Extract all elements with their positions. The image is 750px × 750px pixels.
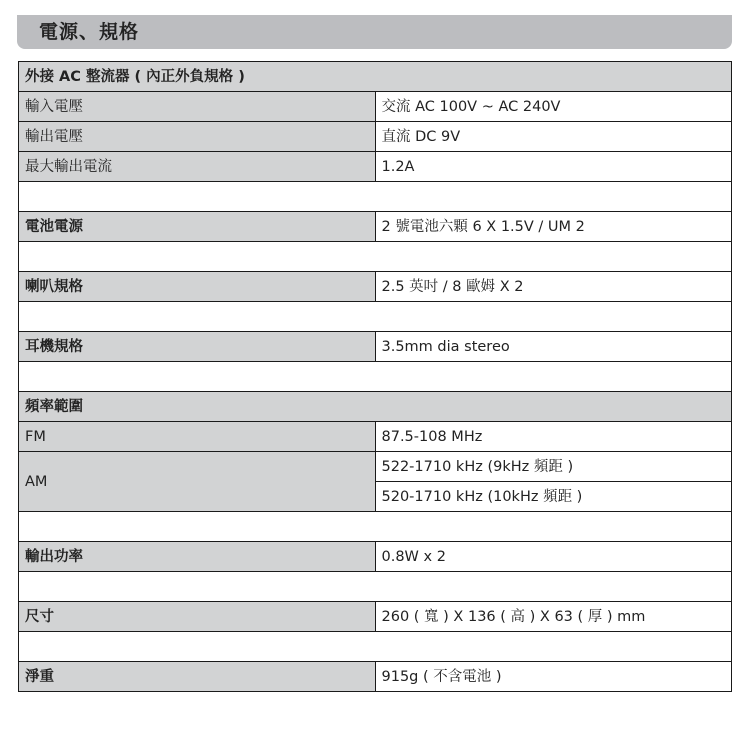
spacer-cell [19,242,732,272]
spec-label: AM [19,452,376,512]
spacer-row [19,632,732,662]
spec-label: 最大輸出電流 [19,152,376,182]
spec-value: 直流 DC 9V [375,122,732,152]
spacer-row [19,302,732,332]
spacer-cell [19,632,732,662]
table-row [19,422,732,452]
spec-value: 915g ( 不含電池 ) [375,662,732,692]
table-row [19,152,732,182]
spacer-cell [19,302,732,332]
table-row-group-ac-adapter [19,62,732,92]
spec-label: 電池電源 [19,212,376,242]
section-title: 電源、規格 [39,21,140,43]
table-row [19,122,732,152]
table-row [19,542,732,572]
table-row [19,92,732,122]
table-row [19,452,732,482]
table-row [19,602,732,632]
group-heading: 頻率範圍 [19,392,732,422]
section-header-bar [17,15,732,49]
spacer-cell [19,362,732,392]
spacer-row [19,512,732,542]
table-row [19,272,732,302]
spacer-row [19,182,732,212]
spec-value: 2.5 英吋 / 8 歐姆 X 2 [375,272,732,302]
table-row [19,212,732,242]
table-row [19,332,732,362]
spec-label: 淨重 [19,662,376,692]
spec-label: 耳機規格 [19,332,376,362]
spec-label: 輸出功率 [19,542,376,572]
spec-value: 交流 AC 100V ~ AC 240V [375,92,732,122]
spec-value: 520-1710 kHz (10kHz 頻距 ) [375,482,732,512]
spec-label: 尺寸 [19,602,376,632]
spacer-cell [19,572,732,602]
spec-value: 522-1710 kHz (9kHz 頻距 ) [375,452,732,482]
spec-label: 輸入電壓 [19,92,376,122]
spec-value: 1.2A [375,152,732,182]
spacer-cell [19,512,732,542]
spec-label: FM [19,422,376,452]
spec-value: 3.5mm dia stereo [375,332,732,362]
spec-label: 輸出電壓 [19,122,376,152]
spacer-row [19,362,732,392]
spec-value: 260 ( 寬 ) X 136 ( 高 ) X 63 ( 厚 ) mm [375,602,732,632]
spec-value: 87.5-108 MHz [375,422,732,452]
spacer-row [19,242,732,272]
spec-value: 0.8W x 2 [375,542,732,572]
spacer-row [19,572,732,602]
spec-value: 2 號電池六顆 6 X 1.5V / UM 2 [375,212,732,242]
spec-table [18,61,732,692]
table-row [19,662,732,692]
group-heading: 外接 AC 整流器 ( 內正外負規格 ) [19,62,732,92]
table-row-group-frequency [19,392,732,422]
spacer-cell [19,182,732,212]
spec-label: 喇叭規格 [19,272,376,302]
